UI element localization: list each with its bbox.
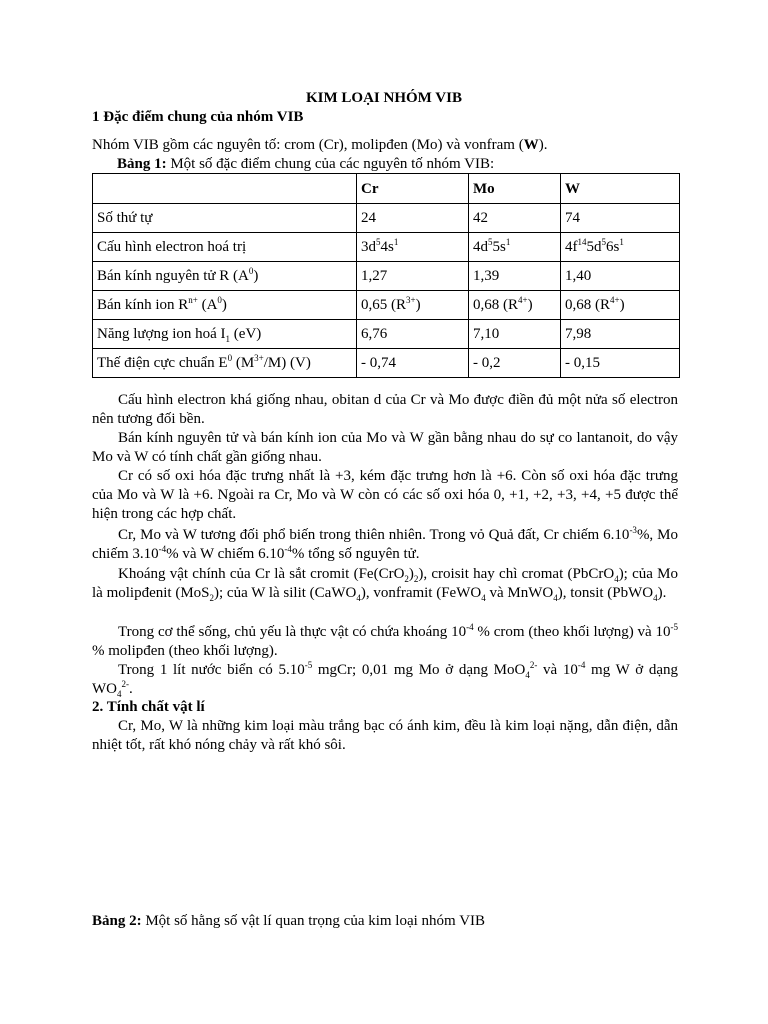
row-label: Bán kính nguyên tử R $(A^0)$ <box>93 262 357 291</box>
paragraph-radius: Bán kính nguyên tử và bán kính ion của Mo và W gần bằng nhau do sự co lantanoit, do vậy Mo và W có tính chất gần giống nhau. <box>92 430 678 465</box>
cell-w: - 0,15 <box>561 349 680 378</box>
table-row <box>93 349 680 378</box>
row-label: Cấu hình electron hoá trị <box>93 233 357 262</box>
row-label: Bán kính ion $R^{n+}$ $(A^0)$ <box>93 291 357 320</box>
table-row <box>93 204 680 233</box>
header-cell-empty <box>93 174 357 204</box>
cell-mo: 42 <box>469 204 561 233</box>
cell-cr: $3d^54s^1$ <box>357 233 469 262</box>
cell-cr: 24 <box>357 204 469 233</box>
section-heading-1: 1 Đặc điểm chung của nhóm VIB <box>92 109 304 125</box>
paragraph-seawater: Trong 1 lít nước biển có $5.10^{-5}$ mgCr; 0,01 mg Mo ở dạng MoO$_4^{2-}$ và $10^{-4}$ mg W ở dạng $WO_4^{2-}$. <box>92 660 678 699</box>
element-properties-table <box>92 173 680 378</box>
table-row <box>93 320 680 349</box>
table2-caption: Bảng 2: Một số hằng số vật lí quan trọng của kim loại nhóm VIB <box>92 913 486 929</box>
cell-w: $4f^{14}5d^56s^1$ <box>561 233 680 262</box>
table-header-row <box>93 174 680 204</box>
cell-mo: - 0,2 <box>469 349 561 378</box>
cell-mo: 0,68 $(R^{4+})$ <box>469 291 561 320</box>
cell-cr: 0,65 $(R^{3+})$ <box>357 291 469 320</box>
row-label: Số thứ tự <box>93 204 357 233</box>
paragraph-physical-properties: Cr, Mo, W là những kim loại màu trắng bạc có ánh kim, đều là kim loại nặng, dẫn điện, dẫn nhiệt tốt, rất khó nóng chảy và rất khó sôi. <box>92 718 678 753</box>
table-row <box>93 291 680 320</box>
paragraph-oxidation-states: Cr có số oxi hóa đặc trưng nhất là +3, kém đặc trưng hơn là +6. Còn số oxi hóa đặc trưng của Mo và W là +6. Ngoài ra Cr, Mo và W còn có các số oxi hóa 0, +1, +2, +3, +4, +5 được thể hiện trong các hợp chất. <box>92 468 678 522</box>
section-heading-2: 2. Tính chất vật lí <box>92 699 205 715</box>
paragraph-abundance: Cr, Mo và W tương đối phổ biến trong thiên nhiên. Trong vỏ Quả đất, Cr chiếm $6.10^{-3}\%$, Mo chiếm $3.10^{-4}\%$ và W chiếm $6.10^{-4}\%$ tổng số nguyên tử. <box>92 525 678 562</box>
cell-cr: 6,76 <box>357 320 469 349</box>
cell-cr: 1,27 <box>357 262 469 291</box>
paragraph-electron-config: Cấu hình electron khá giống nhau, obitan d của Cr và Mo được điền đủ một nửa số electron nên tương đối bền. <box>92 392 678 427</box>
cell-mo: 1,39 <box>469 262 561 291</box>
cell-mo: $4d^55s^1$ <box>469 233 561 262</box>
cell-w: 0,68 $(R^{4+})$ <box>561 291 680 320</box>
cell-mo: 7,10 <box>469 320 561 349</box>
cell-w: 74 <box>561 204 680 233</box>
paragraph-minerals: Khoáng vật chính của Cr là sắt cromit $(Fe(CrO_2)_2)$, croisit hay chì cromat (PbCrO$_4$); của Mo là molipđenit (MoS$_2$); của W là silit (CaWO$_4$), vonframit (FeWO$_4$ và MnWO$_4$), tonsit (PbWO$_4$). <box>92 566 678 603</box>
cell-cr: - 0,74 <box>357 349 469 378</box>
cell-w: 1,40 <box>561 262 680 291</box>
table-row <box>93 262 680 291</box>
intro-sentence: Nhóm VIB gồm các nguyên tố: crom (Cr), molipđen (Mo) và vonfram (W). <box>92 137 548 153</box>
table1-caption: Bảng 1: Một số đặc điểm chung của các nguyên tố nhóm VIB: <box>117 156 495 172</box>
row-label: Thế điện cực chuẩn $E^0$ $(M^{3+}/M)$ (V) <box>93 349 357 378</box>
paragraph-living-organisms: Trong cơ thể sống, chủ yếu là thực vật có chứa khoáng $10^{-4}$ % crom (theo khối lượng) và $10^{-5}$ % molipđen (theo khối lượng). <box>92 622 678 659</box>
page-title: KIM LOẠI NHÓM VIB <box>306 90 462 106</box>
header-cell-mo: Mo <box>469 174 561 204</box>
cell-w: 7,98 <box>561 320 680 349</box>
header-cell-w: W <box>561 174 680 204</box>
header-cell-cr: Cr <box>357 174 469 204</box>
row-label: Năng lượng ion hoá $I_1$ (eV) <box>93 320 357 349</box>
table-row <box>93 233 680 262</box>
